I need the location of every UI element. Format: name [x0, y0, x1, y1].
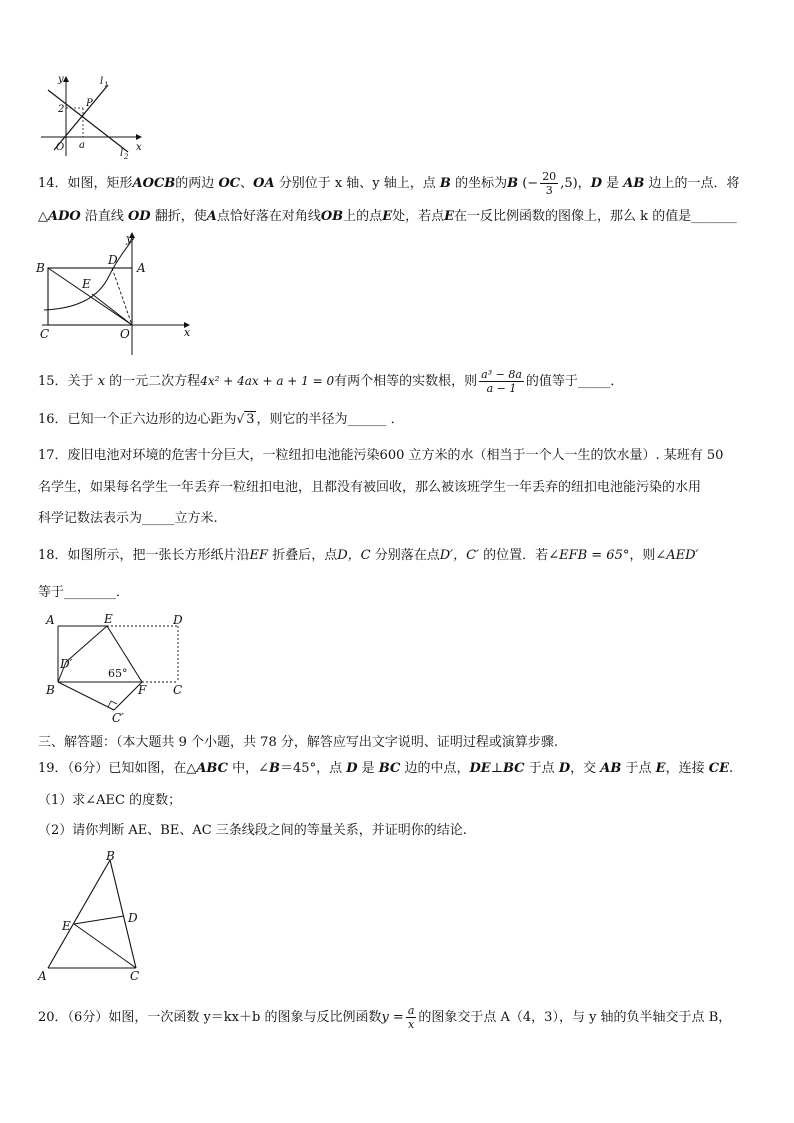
q19-e: E: [655, 761, 666, 776]
fig13-o-label: O: [56, 142, 65, 153]
q15-fraction: $\frac{\text{a³ − 8a}}{a - 1}$: [481, 368, 522, 395]
q14-rect: AOCB: [132, 176, 176, 191]
q14-coord: (−: [522, 176, 539, 191]
fig14-c-label: C: [40, 327, 50, 341]
q14-b: B: [439, 176, 451, 191]
fig18-f-label: F: [138, 683, 147, 697]
q19-text: 边的中点，: [404, 761, 470, 776]
fig13-x-label: x: [136, 142, 142, 153]
q17-line1: 17．废旧电池对环境的危害十分巨大，一粒纽扣电池能污染600 立方米的水（相当于一个人一生的饮水量）. 某班有 50: [38, 448, 724, 463]
q14-ado: ADO: [48, 209, 81, 224]
q14-a: A: [206, 209, 217, 224]
fig18-angle-label: 65°: [108, 667, 128, 680]
q19-bc: BC: [502, 761, 525, 776]
fig13-p-label: P: [86, 98, 93, 109]
q15-text: 有两个相等的实数根，则: [334, 374, 478, 389]
figure-q19: [34, 848, 149, 983]
q20-fraction: $\frac{a}{x}$: [407, 1004, 415, 1031]
q18-dcp: D′，C′: [439, 548, 480, 563]
q14-text: 是: [606, 176, 620, 191]
q14-oc: OC: [218, 176, 241, 191]
q18-aed: ∠AED′: [655, 548, 699, 563]
q19-text: ，交: [570, 761, 597, 776]
q19-text: 是: [361, 761, 375, 776]
q18-line2: 等于________．: [38, 585, 130, 600]
q18-dc: D，C: [337, 548, 371, 563]
q19-text: 于点: [528, 761, 555, 776]
q14-text: 处，若点: [392, 209, 445, 224]
fig13-y-label: y: [58, 74, 64, 85]
q18-text: 18．如图所示，把一张长方形纸片沿: [38, 548, 250, 563]
q14-text: 点恰好落在对角线: [216, 209, 321, 224]
fig13-l1-sub: 1: [104, 81, 109, 89]
fig14-e-label: E: [82, 277, 91, 291]
q19-text: 于点: [625, 761, 652, 776]
figure-q14: [34, 228, 199, 358]
q15-equation: 4x² + 4ax + a + 1 = 0: [200, 374, 335, 388]
fig18-a-label: A: [46, 613, 55, 627]
q18-text: 折叠后，点: [272, 548, 338, 563]
q20-line: [38, 1004, 731, 1031]
q18-text: 的位置．若: [483, 548, 549, 563]
fig18-dp-label: D′: [60, 657, 73, 671]
q15-text: 的一元二次方程: [109, 374, 201, 389]
q19-part1: （1）求∠AEC 的度数；: [38, 793, 182, 808]
q14-fraction: $\frac{20}{3}$: [542, 170, 557, 197]
q14-text: 在一反比例函数的图像上，那么 k 的值是_______: [454, 209, 737, 224]
q14-text: 边上的一点．将: [648, 176, 740, 191]
q16-text: 16．已知一个正六边形的边心距为: [38, 412, 237, 427]
fig14-o-label: O: [120, 327, 130, 341]
fig14-a-label: A: [137, 261, 146, 275]
q16-text: ，则它的半径为______ ．: [256, 412, 404, 427]
q14-text: 沿直线: [84, 209, 124, 224]
q14-line2: △ADO 沿直线 OD 翻折，使A点恰好落在对角线OB上的点E处，若点E在一反比例函数的图像上，那么 k 的值是_______: [38, 209, 737, 224]
q19-text: ⊥: [490, 761, 503, 776]
q14-text: 的坐标为: [455, 176, 508, 191]
q14-ab: AB: [623, 176, 645, 191]
q14-coord: ,5): [560, 176, 578, 191]
q15-line: [38, 368, 623, 395]
q18-text: ，则: [629, 548, 656, 563]
q19-text: 19．（6分）已知如图，在△: [38, 761, 197, 776]
figure-q13: [36, 70, 146, 160]
fig19-a-label: A: [38, 969, 47, 983]
fig18-e-label: E: [104, 612, 113, 626]
fig14-y-label: y: [126, 232, 133, 245]
fig18-b-label: B: [46, 683, 55, 697]
q14-text: △: [38, 209, 48, 224]
q14-oa: OA: [253, 176, 275, 191]
q14-text: 、: [240, 176, 254, 191]
q15-text: 15．关于: [38, 374, 94, 389]
q14-d: D: [590, 176, 602, 191]
fig19-b-label: B: [106, 849, 115, 863]
q19-d: D: [558, 761, 571, 776]
fig14-b-label: B: [36, 261, 45, 275]
q18-line1: [38, 547, 699, 565]
q19-part2: （2）请你判断 AE、BE、AC 三条线段之间的等量关系，并证明你的结论.: [38, 823, 467, 838]
q14-e: E: [382, 209, 393, 224]
q14-ob: OB: [320, 209, 344, 224]
q19-b: B: [269, 761, 281, 776]
q14-text: 的两边: [175, 176, 215, 191]
q20-text: 20．（6分）如图，一次函数 y＝kx＋b 的图象与反比例函数: [38, 1010, 382, 1025]
fig13-two-label: 2: [58, 104, 65, 115]
q19-de: DE: [469, 761, 491, 776]
q16-line: 16．已知一个正六边形的边心距为√ 3 ，则它的半径为______ ．: [38, 412, 404, 427]
fig18-d-label: D: [173, 613, 183, 627]
q18-angle: ∠EFB = 65°: [548, 548, 630, 563]
q17-line3: 科学记数法表示为_____立方米.: [38, 511, 218, 526]
q14-text: 上的点: [343, 209, 383, 224]
q19-line1: [38, 760, 733, 778]
q19-text: .: [728, 761, 734, 776]
fig13-l2-label: l: [120, 148, 124, 159]
q20-text: 的图象交于点 A（4，3），与 y 轴的负半轴交于点 B，: [418, 1010, 732, 1025]
fig19-e-label: E: [62, 919, 71, 933]
q14-text: 14．如图，矩形: [38, 176, 133, 191]
fig13-l2-sub: 2: [124, 153, 129, 160]
q18-text: 分别落在点: [374, 548, 440, 563]
fig18-c-label: C: [173, 683, 183, 697]
q19-text: ＝45°，点: [280, 761, 343, 776]
q19-text: ，连接: [665, 761, 705, 776]
q19-abc: ABC: [196, 761, 228, 776]
fig14-d-label: D: [108, 253, 118, 267]
q15-text: 的值等于_____．: [525, 374, 624, 389]
q14-text: 分别位于 x 轴、y 轴上，点: [278, 176, 436, 191]
q19-ce: CE: [708, 761, 729, 776]
fig19-c-label: C: [130, 969, 140, 983]
fig14-x-label: x: [184, 326, 191, 339]
q18-ef: EF: [249, 548, 269, 563]
q20-y: y =: [381, 1010, 404, 1025]
fig13-a-label: a: [79, 140, 85, 151]
q14-line1: 14．如图，矩形AOCB的两边 OC、OA 分别位于 x 轴、y 轴上，点 B 的坐标为B (− $\frac{20}{3}$ ,5)，D 是 AB 边上的一点．将: [38, 170, 740, 197]
q16-root: 3: [246, 412, 255, 427]
q15-x: x: [97, 374, 106, 389]
section-3-heading: 三、解答题：（本大题共 9 个小题，共 78 分，解答应写出文字说明、证明过程或演算步骤.: [38, 735, 558, 750]
q19-d: D: [346, 761, 358, 776]
q14-od: OD: [127, 209, 151, 224]
q19-text: 中，∠: [232, 761, 270, 776]
fig19-d-label: D: [128, 911, 138, 925]
q14-text: 翻折，使: [154, 209, 207, 224]
q17-line2: 名学生，如果每名学生一年丢弃一粒纽扣电池，且都没有被回收，那么被该班学生一年丢弃的纽扣电池能污染的水用: [38, 480, 702, 495]
q14-text: ，: [577, 176, 591, 191]
q19-ab: AB: [600, 761, 622, 776]
figure-q18: [40, 610, 200, 725]
q19-bc: BC: [378, 761, 401, 776]
fig13-l1-label: l: [100, 76, 104, 87]
fig18-cp-label: C′: [112, 711, 124, 725]
